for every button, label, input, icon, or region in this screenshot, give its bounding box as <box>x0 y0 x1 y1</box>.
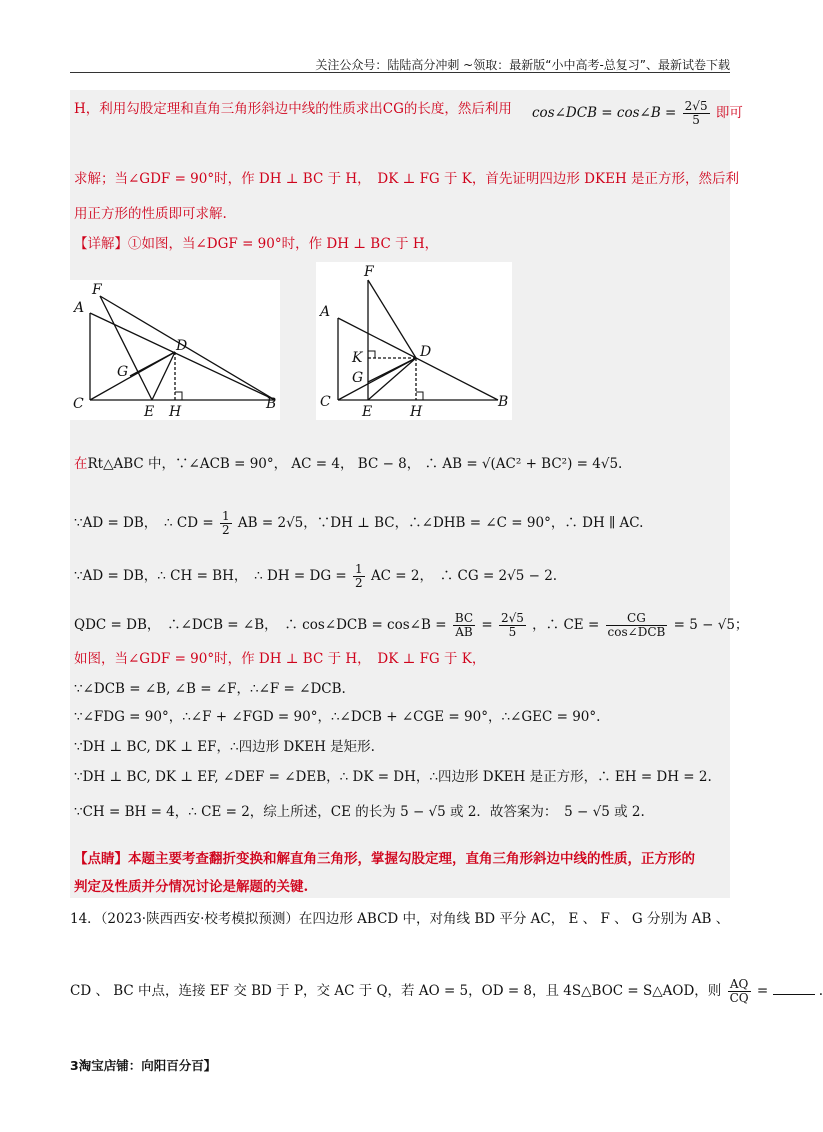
label-a: A <box>74 300 85 316</box>
comment-line-1 <box>74 850 726 868</box>
label-f: F <box>92 282 102 298</box>
label-k: K <box>352 350 363 366</box>
solution-line-4 <box>74 611 749 639</box>
fraction-denominator: 2 <box>221 523 230 537</box>
analysis-fraction <box>683 100 710 127</box>
analysis-math <box>532 100 743 127</box>
fraction-numerator: 1 <box>221 509 230 523</box>
label-h: H <box>169 404 182 420</box>
question-14-line-2 <box>70 978 823 1005</box>
fraction-half <box>353 563 365 590</box>
solution-text: = 5 − √5； <box>673 617 749 633</box>
label-b: B <box>266 396 277 412</box>
question-text: CD 、 BC 中点，连接 EF 交 BD 于 P，交 AC 于 Q，若 AO = 5，OD = 8，且 4S△BOC = S△AOD，则 <box>70 983 722 999</box>
label-f: F <box>364 264 374 280</box>
fraction-cg-cos <box>606 612 668 639</box>
solution-text: ∵AD = DB， ∴ CD = <box>74 515 214 531</box>
segment-ab <box>90 313 275 400</box>
cos-expression: cos∠DCB = cos∠B = <box>532 105 677 121</box>
solution-line-10: ∵CH = BH = 4，∴ CE = 2，综上所述，CE 的长为 5 − √5 或 2．故答案为： 5 − √5 或 2. <box>74 804 645 820</box>
fraction-numerator: BC <box>454 611 474 625</box>
fraction-numerator: CG <box>606 612 668 626</box>
fraction-numerator: 2√5 <box>684 99 708 113</box>
fraction-denominator: AB <box>455 625 473 639</box>
page-header: 关注公众号：陆陆高分冲刺 ~领取：最新版“小中高考-总复习”、最新试卷下载 <box>315 58 730 72</box>
label-d: D <box>420 344 432 360</box>
detail-text: ①如图，当∠DGF = 90°时，作 DH ⊥ BC 于 H， <box>128 236 439 252</box>
label-e: E <box>362 404 373 420</box>
solution-prefix: 在 <box>74 456 88 472</box>
fraction-numerator: 2√5 <box>500 611 524 625</box>
equals-sign: = <box>481 617 493 633</box>
label-g: G <box>117 364 129 380</box>
question-14-line-1: 14．（2023·陕西西安·校考模拟预测）在四边形 ABCD 中，对角线 BD 平分 AC， E 、 F 、 G 分别为 AB 、 <box>70 911 730 927</box>
segment-gd <box>130 352 175 376</box>
page-footer: 3淘宝店铺：向阳百分百】 <box>70 1058 217 1073</box>
detail-label: 【详解】 <box>74 236 128 252</box>
solution-text: AC = 2， ∴ CG = 2√5 − 2. <box>370 568 558 584</box>
label-d: D <box>176 338 188 354</box>
fraction-numerator: 1 <box>355 562 363 576</box>
fraction-denominator: cos∠DCB <box>607 625 666 639</box>
answer-blank[interactable] <box>773 982 815 995</box>
solution-text: ，∴ CE = <box>532 617 600 633</box>
figure-2 <box>316 262 512 420</box>
right-angle-mark <box>175 392 182 400</box>
fraction-2root5-5 <box>499 612 526 639</box>
label-e: E <box>144 404 155 420</box>
fraction-denominator: 5 <box>508 625 517 639</box>
fraction-denominator: 5 <box>692 113 700 127</box>
detail-line <box>74 235 726 253</box>
label-c: C <box>73 396 84 412</box>
solution-line-6: ∵∠DCB = ∠B, ∠B = ∠F，∴∠F = ∠DCB. <box>74 681 346 697</box>
comment-label: 【点睛】 <box>74 851 128 867</box>
figure-1 <box>70 280 280 420</box>
comment-line-2: 判定及性质并分情况讨论是解题的关键. <box>74 879 309 895</box>
fraction-denominator: CQ <box>729 991 749 1005</box>
solution-text: ∵AD = DB，∴ CH = BH， ∴ DH = DG = <box>74 568 347 584</box>
question-end: . <box>818 983 823 999</box>
analysis-line-1 <box>74 99 743 127</box>
equals-sign: = <box>756 983 769 999</box>
solution-line-7: ∵∠FDG = 90°，∴∠F + ∠FGD = 90°，∴∠DCB + ∠CGE = 90°，∴∠GEC = 90°. <box>74 709 601 725</box>
fraction-aq-cq <box>728 978 751 1005</box>
solution-line-1 <box>74 455 726 473</box>
solution-text: QDC = DB， ∴∠DCB = ∠B， ∴ cos∠DCB = cos∠B = <box>74 617 447 633</box>
right-angle-mark-k <box>368 351 375 358</box>
fraction-bc-ab <box>453 612 475 639</box>
solution-line-3 <box>74 563 726 590</box>
fraction-numerator: AQ <box>728 978 751 992</box>
label-a: A <box>320 304 331 320</box>
solution-line-5: 如图，当∠GDF = 90°时，作 DH ⊥ BC 于 H， DK ⊥ FG 于 K， <box>74 651 486 667</box>
comment-text: 本题主要考查翻折变换和解直角三角形，掌握勾股定理，直角三角形斜边中线的性质，正方形的 <box>128 851 695 867</box>
label-g: G <box>352 370 364 386</box>
analysis-text-1a: H，利用勾股定理和直角三角形斜边中线的性质求出CG的长度，然后利用 <box>74 101 512 117</box>
analysis-text-1b: 即可 <box>715 105 743 121</box>
solution-line-8: ∵DH ⊥ BC, DK ⊥ EF，∴四边形 DKEH 是矩形. <box>74 739 375 755</box>
fraction-half <box>220 510 232 537</box>
solution-line-9: ∵DH ⊥ BC, DK ⊥ EF, ∠DEF = ∠DEB，∴ DK = DH，∴四边形 DKEH 是正方形，∴ EH = DH = 2. <box>74 769 712 785</box>
analysis-line-3: 用正方形的性质即可求解. <box>74 206 227 222</box>
fraction-denominator: 2 <box>355 576 363 590</box>
solution-text: Rt△ABC 中，∵∠ACB = 90°， AC = 4， BC − 8， ∴ AB = √(AC² + BC²) = 4√5. <box>87 456 623 472</box>
right-angle-mark-h <box>416 392 423 400</box>
analysis-line-2: 求解；当∠GDF = 90°时，作 DH ⊥ BC 于 H， DK ⊥ FG 于 K，首先证明四边形 DKEH 是正方形，然后利 <box>74 171 740 187</box>
header-divider <box>70 72 730 73</box>
solution-text: AB = 2√5，∵DH ⊥ BC，∴∠DHB = ∠C = 90°，∴ DH ∥ AC. <box>237 515 644 531</box>
solution-line-2 <box>74 510 726 537</box>
label-c: C <box>320 394 331 410</box>
label-b: B <box>498 394 509 410</box>
label-h: H <box>410 404 423 420</box>
